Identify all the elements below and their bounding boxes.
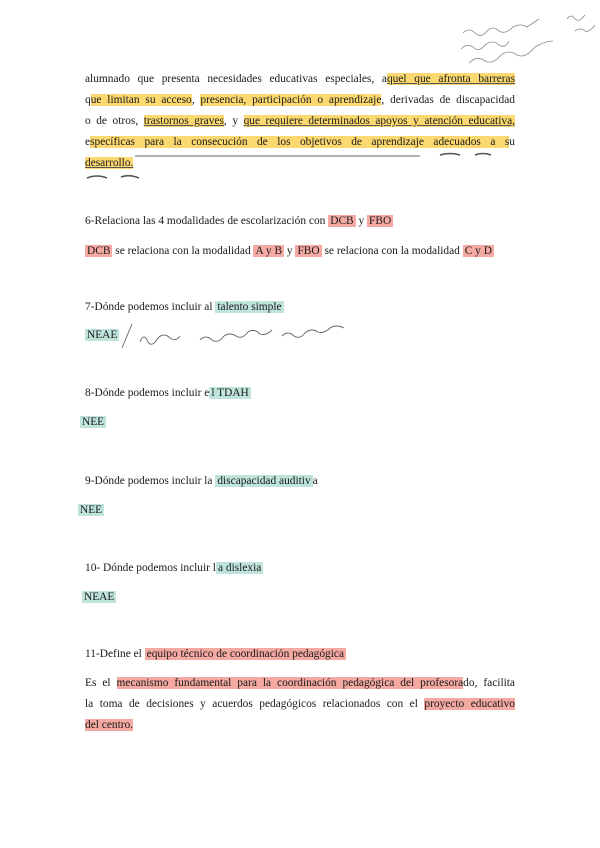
highlight-green: talento simple [217, 301, 282, 313]
text-span: 10- Dónde podemos incluir l [85, 562, 216, 574]
highlight-yellow: specíficas para la consecución de los objetivos de aprendizaje adecuados a s [90, 136, 510, 148]
highlight-red: FBO [297, 245, 320, 257]
highlight-yellow: desarrollo. [85, 157, 134, 169]
question-11 [85, 646, 346, 662]
highlight-red: FBO [369, 215, 392, 227]
question-6 [85, 213, 393, 229]
paragraph-line-2 [85, 92, 515, 108]
highlight-red: A y B [255, 245, 283, 257]
paragraph-line-1 [85, 71, 515, 87]
highlight-yellow: quel que afronta barreras [386, 73, 516, 85]
text-span: Es el [85, 677, 117, 689]
question-7 [85, 299, 284, 315]
text-span: , [191, 94, 201, 106]
text-span: do, facilita [463, 677, 515, 689]
highlight-red: proyecto educativo [424, 698, 515, 710]
paragraph-line-3 [85, 113, 515, 129]
underline-stroke [85, 150, 515, 180]
answer-7 [85, 327, 119, 343]
answer-11-line-3 [85, 717, 133, 733]
highlight-yellow: que requiere determinados apoyos y atención educativa, [243, 115, 515, 127]
highlight-green: l TDAH [211, 387, 249, 399]
highlight-green: NEE [80, 504, 103, 516]
text-span: 9-Dónde podemos incluir la [85, 475, 216, 487]
highlight-red: C y D [464, 245, 492, 257]
highlight-green: NEAE [84, 591, 115, 603]
highlight-yellow: presencia, participación o aprendizaje [200, 94, 382, 106]
highlight-red: del centro. [85, 719, 134, 731]
answer-9 [78, 502, 104, 518]
text-span: se relaciona con la modalidad [321, 245, 463, 257]
text-span: o de otros, [85, 115, 144, 127]
handwritten-margin-note [455, 5, 600, 75]
text-span: u [509, 136, 515, 148]
highlight-red: equipo técnico de coordinación pedagógica [146, 648, 345, 660]
highlight-green: NEAE [87, 329, 118, 341]
highlight-green: discapacidad auditiv [217, 475, 311, 487]
text-span: 8-Dónde podemos incluir e [85, 387, 210, 399]
highlight-red: DCB [87, 245, 111, 257]
text-span: , derivadas de discapacidad [381, 94, 515, 106]
handwritten-answer-7 [118, 320, 358, 350]
text-span: alumnado que presenta necesidades educativas especiales, a [85, 73, 387, 85]
text-span: a [312, 475, 318, 487]
text-span: y [284, 245, 296, 257]
text-span: , y [223, 115, 244, 127]
text-span: e [85, 136, 91, 148]
highlight-red: DCB [330, 215, 354, 227]
text-span: la toma de decisiones y acuerdos pedagógicos relacionados con el [85, 698, 425, 710]
text-span: 6-Relaciona las 4 modalidades de escolarización con [85, 215, 329, 227]
question-10 [85, 560, 263, 576]
answer-6 [85, 243, 494, 259]
question-9 [85, 473, 318, 489]
highlight-red: mecanismo fundamental para la coordinación pedagógica del profesora [116, 677, 464, 689]
answer-11-line-2 [85, 696, 515, 712]
answer-11-line-1 [85, 675, 515, 691]
text-span: se relaciona con la modalidad [112, 245, 254, 257]
highlight-green: NEE [82, 416, 105, 428]
highlight-green: a dislexia [217, 562, 262, 574]
answer-8 [80, 414, 106, 430]
text-span: 11-Define el [85, 648, 145, 660]
paragraph-line-4 [85, 134, 515, 150]
answer-10 [82, 589, 116, 605]
highlight-yellow: ue limitan su acceso [90, 94, 192, 106]
text-span: y [355, 215, 368, 227]
highlight-yellow: trastornos graves [143, 115, 224, 127]
text-span: 7-Dónde podemos incluir al [85, 301, 216, 313]
text-span: q [85, 94, 91, 106]
question-8 [85, 385, 251, 401]
